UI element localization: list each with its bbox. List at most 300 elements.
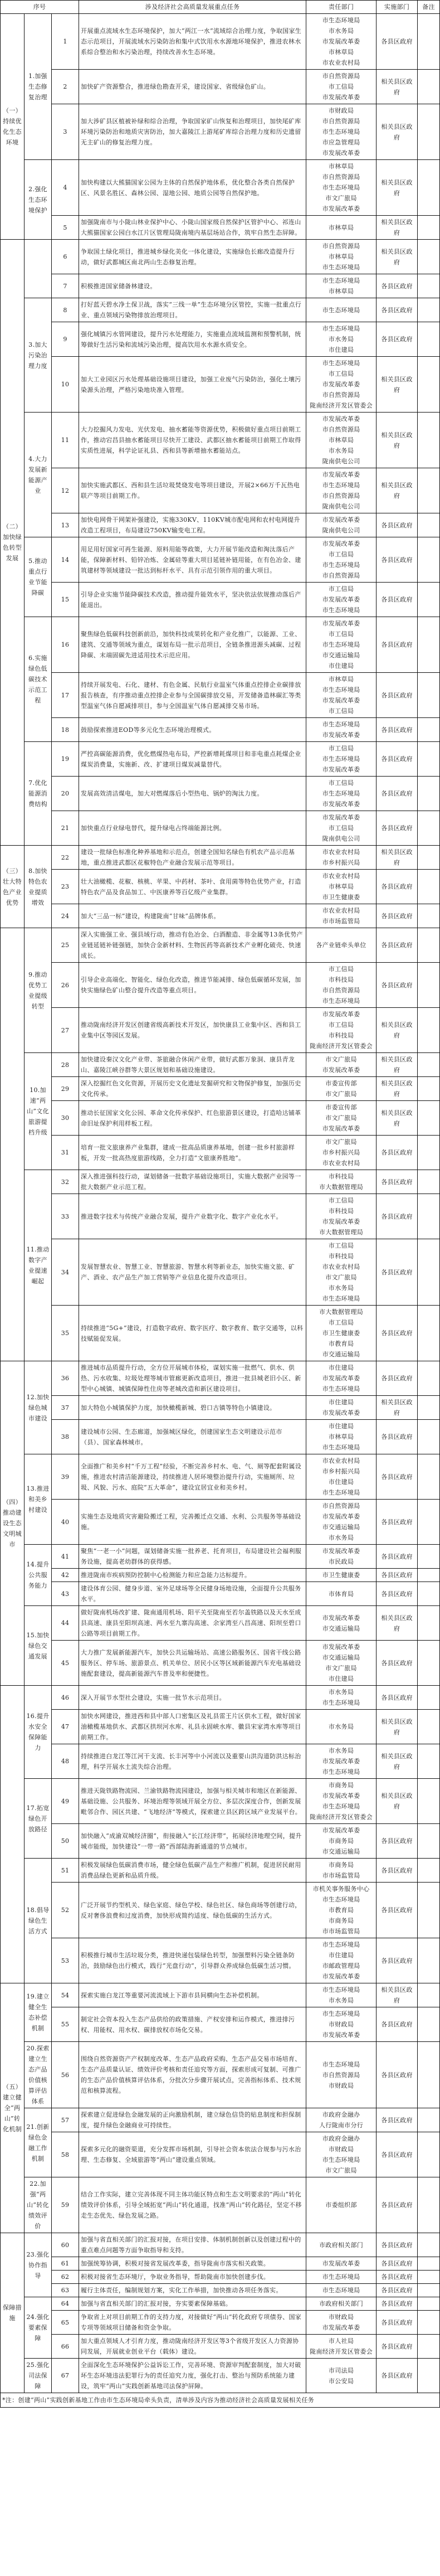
responsible-department: 市卫生健康委 xyxy=(322,894,360,901)
implementing-department: 各县区政府 xyxy=(377,513,418,537)
responsible-departments xyxy=(306,357,377,413)
responsible-department: 市政府相关部门 xyxy=(319,2241,364,2249)
responsible-departments xyxy=(306,1686,377,1710)
task-text: 大力挖掘风力发电、光伏发电、抽水蓄能等资源优势，积极做好重点项目前期工作，推动宕昌县抽水蓄能项目尽快开工建设、武都区抽水蓄能项目前期工作取得实质性进展，科学论证礼县、西和县等新增抽水蓄能站点。 xyxy=(79,413,306,468)
group-label: 6.实施绿色低碳技术示范工程 xyxy=(25,617,52,742)
responsible-departments xyxy=(306,583,377,617)
table-row xyxy=(1,274,440,298)
responsible-departments xyxy=(306,1454,377,1500)
implementing-department: 各县区政府 xyxy=(377,2335,418,2359)
table-row xyxy=(1,928,440,963)
task-text: 开展重点流域水生态环境保护，加大“两江一水”流域综合治理力度，争取国家生态示范项目，开展流域水污染防治和集中式饮用水水源地环境保护，推进农林水系综合整治和水污染治理，持续改善水生态环境。 xyxy=(79,14,306,70)
responsible-department: 市生态环境局 xyxy=(322,755,360,763)
responsible-department: 市生态环境局 xyxy=(322,264,360,271)
responsible-departments xyxy=(306,2108,377,2132)
responsible-departments xyxy=(306,1306,377,1361)
task-text: 推进陇南市疾病预防控制中心检测能力和应急能力达标提升。 xyxy=(79,1569,306,1582)
responsible-department: 市林草局 xyxy=(328,1433,354,1440)
responsible-department: 市生态环境局 xyxy=(322,607,360,614)
implementing-department: 各县区政府 xyxy=(377,1686,418,1710)
remarks-cell xyxy=(418,2284,440,2297)
task-number: 39 xyxy=(52,1454,79,1500)
responsible-department: 市自然资源局 xyxy=(322,987,360,994)
responsible-department: 市发展改革委 xyxy=(322,697,360,704)
responsible-departments xyxy=(306,2007,377,2042)
task-number: 56 xyxy=(52,2042,79,2108)
header-implementing: 实施部门 xyxy=(377,1,418,14)
table-row xyxy=(1,2177,440,2233)
responsible-departments xyxy=(306,1606,377,1641)
responsible-department: 陇南供电公司 xyxy=(322,503,360,510)
implementing-department: 各县区政府 xyxy=(377,617,418,673)
remarks-cell xyxy=(418,70,440,104)
responsible-department: 市生态环境局 xyxy=(322,686,360,693)
responsible-department: 市大数据管理局 xyxy=(319,1308,364,1316)
implementing-department: 各县区政府 xyxy=(377,1824,418,1859)
task-number: 66 xyxy=(52,2335,79,2359)
task-text: 加强与省直相关部门的汇报对接，夯实要素保障基础。 xyxy=(79,2297,306,2311)
task-text: 积极推进国家储备林建设。 xyxy=(79,274,306,298)
remarks-cell xyxy=(418,537,440,583)
remarks-cell xyxy=(418,1606,440,1641)
table-row xyxy=(1,2108,440,2132)
responsible-departments xyxy=(306,870,377,904)
task-number: 41 xyxy=(52,1545,79,1569)
task-text: 全面推广和美乡村“千万工程”经验，不断完善乡村水、电、气、厕等配套附属设施，推进农村清洁能源建设，持续推进人居环境整治提升行动，实施厕所、垃圾、风貌、污水、庭院“五大革命”，建设宜居宜业和美乡村。 xyxy=(79,1454,306,1500)
responsible-departments xyxy=(306,1008,377,1053)
responsible-department: 市生态环境局 xyxy=(322,2156,360,2163)
responsible-department: 市发展改革委 xyxy=(322,540,360,547)
responsible-department: 市农业农村局 xyxy=(322,1457,360,1464)
task-text: 做好陇南机场改扩建、陇南通用机场、阳平关至陇南至若尔盖铁路以及天水至成县高速、康县至阳坝高速、两水至九寨沟高速、余家湾至八昌高速、阳坝至碧口公路等项目前期工作。 xyxy=(79,1606,306,1641)
table-row xyxy=(1,1938,440,1983)
responsible-departments xyxy=(306,1077,377,1101)
responsible-departments xyxy=(306,1361,377,1396)
table-row xyxy=(1,617,440,673)
implementing-department: 相关县区政府 xyxy=(377,1710,418,1744)
responsible-department: 市机关事务服务中心 xyxy=(312,1885,370,1893)
task-number: 67 xyxy=(52,2359,79,2393)
table-row xyxy=(1,2311,440,2335)
implementing-department: 相关县区政府 xyxy=(377,846,418,870)
responsible-department: 市生态环境局 xyxy=(322,1489,360,1496)
group-label: 22.加强“两山”转化绩效评价 xyxy=(25,2177,52,2233)
responsible-department: 市科技局 xyxy=(328,1207,354,1215)
responsible-department: 市林草局 xyxy=(328,883,354,890)
task-text: 聚焦绿色低碳科技创新前沿，加快科技成果转化和产业化推广，以能源、工业、建筑、交通等领域为重点，谋划布局一批示范项目，全链条推进源头减碳、过程降碳、末端固碳先进适用技术示范应用。 xyxy=(79,617,306,673)
responsible-departments xyxy=(306,160,377,216)
responsible-department: 市发展改革委 xyxy=(322,1973,360,1980)
remarks-cell xyxy=(418,2042,440,2108)
table-row xyxy=(1,160,440,216)
task-number: 21 xyxy=(52,811,79,846)
table-row xyxy=(1,1170,440,1194)
responsible-department: 市农业农村局 xyxy=(322,1263,360,1270)
remarks-cell xyxy=(418,904,440,928)
implementing-department: 相关县区政府 xyxy=(377,216,418,240)
table-row xyxy=(1,298,440,322)
table-row xyxy=(1,2132,440,2177)
implementing-department: 各县区政府 xyxy=(377,1420,418,1454)
implementing-department: 各县区政府 xyxy=(377,2233,418,2257)
responsible-departments xyxy=(306,322,377,357)
task-number: 18 xyxy=(52,718,79,742)
responsible-department: 市自然资源局 xyxy=(322,72,360,80)
responsible-department: 市交通运输局 xyxy=(322,1624,360,1632)
responsible-department: 陇南经济开发区管委会 xyxy=(310,1042,373,1050)
task-text: 加快建设秦汉文化产业带、茶旅融合休闲产业带，做好武都万象洞、康县青龙山、嘉陵江峡谷群等大景区规划和基础设施建设。 xyxy=(79,1053,306,1077)
task-number: 52 xyxy=(52,1883,79,1938)
implementing-department: 各县区政府 xyxy=(377,2359,418,2393)
remarks-cell xyxy=(418,1582,440,1606)
responsible-department: 市生态环境局 xyxy=(322,128,360,135)
responsible-department: 市文广旅局 xyxy=(325,1665,357,1672)
responsible-department: 市生态环境局 xyxy=(322,1295,360,1302)
implementing-department: 各县区政府 xyxy=(377,2271,418,2284)
table-row xyxy=(1,1361,440,1396)
section-label: 保障措施 xyxy=(1,2233,25,2393)
remarks-cell xyxy=(418,2271,440,2284)
table-row xyxy=(1,104,440,160)
responsible-department: 市工信局 xyxy=(328,1242,354,1249)
responsible-department: 陇南经济开发区管委会 xyxy=(310,402,373,409)
implementing-department: 相关县区政府 xyxy=(377,1744,418,1779)
implementing-department: 相关县区政府 xyxy=(377,240,418,274)
task-number: 49 xyxy=(52,1779,79,1824)
table-row xyxy=(1,1710,440,1744)
responsible-department: 市生态环境局 xyxy=(322,1444,360,1451)
remarks-cell xyxy=(418,1824,440,1859)
responsible-department: 市商务局 xyxy=(328,1917,354,1924)
implementing-department: 各县区政府 xyxy=(377,2108,418,2132)
group-label: 14.提升公共服务能力 xyxy=(25,1545,52,1606)
task-text: 推进数字技术与传统产业融合发展，提升产业数字化、数字产业化水平。 xyxy=(79,1194,306,1239)
task-number: 50 xyxy=(52,1824,79,1859)
group-label: 11.推动数字产业提速崛起 xyxy=(25,1170,52,1361)
responsible-department: 市工信局 xyxy=(328,551,354,558)
responsible-departments xyxy=(306,904,377,928)
task-text: 引导企业实施节能降碳技术改造，推动提升能效水平，坚决依法依规推动落后产能退出。 xyxy=(79,583,306,617)
remarks-cell xyxy=(418,1859,440,1883)
remarks-cell xyxy=(418,298,440,322)
table-row xyxy=(1,1239,440,1306)
responsible-departments xyxy=(306,70,377,104)
implementing-department: 各县区政府 xyxy=(377,777,418,811)
remarks-cell xyxy=(418,1983,440,2007)
table-row xyxy=(1,1606,440,1641)
responsible-department: 市生态环境局 xyxy=(322,17,360,24)
remarks-cell xyxy=(418,846,440,870)
responsible-departments xyxy=(306,1641,377,1686)
implementing-department: 相关县区政府 xyxy=(377,160,418,216)
responsible-department: 市市场监管局 xyxy=(322,1928,360,1935)
task-text: 全面深化生态环境保护公益诉讼工作，完善环境、资源审判配套制度，加大对破坏生态环境违法犯罪行为的责任追究力度，强化打击、整治与预防系统能力建设，筑牢“两山”实践创新基地司法保护屏障。 xyxy=(79,2359,306,2393)
responsible-department: 市住建局 xyxy=(328,1675,354,1682)
remarks-cell xyxy=(418,1454,440,1500)
responsible-department: 市住建局 xyxy=(328,1478,354,1486)
responsible-department: 市文广旅局 xyxy=(325,1274,357,1281)
table-row xyxy=(1,1641,440,1686)
responsible-departments xyxy=(306,1239,377,1306)
task-number: 37 xyxy=(52,1396,79,1420)
task-text: 围绕自然资源资产产权制度改革、生态产品政府采购、生态产品交易市场培育、生态产品质量认证、绩效评价考核和责任追究等方面，探索形成可复制、可推广的生态产品价值核算评估体系，分批次分步骤开展试点，完善指标体系、技术规范和核算流程。 xyxy=(79,2042,306,2108)
group-label: 1.加强生态修复治理 xyxy=(25,14,52,160)
responsible-departments xyxy=(306,928,377,963)
implementing-department: 各县区政府 xyxy=(377,928,418,963)
responsible-department: 市工信局 xyxy=(328,370,354,377)
remarks-cell xyxy=(418,2007,440,2042)
responsible-department: 市发展改革委 xyxy=(322,1375,360,1382)
responsible-departments xyxy=(306,2132,377,2177)
remarks-cell xyxy=(418,240,440,274)
remarks-cell xyxy=(418,963,440,1008)
task-number: 6 xyxy=(52,240,79,274)
responsible-departments xyxy=(306,2257,377,2271)
remarks-cell xyxy=(418,1170,440,1194)
remarks-cell xyxy=(418,1136,440,1170)
responsible-departments xyxy=(306,413,377,468)
responsible-departments xyxy=(306,1170,377,1194)
remarks-cell xyxy=(418,160,440,216)
responsible-department: 市发展改革委 xyxy=(322,2031,360,2039)
task-text: 争取国土绿化项目，推进城乡绿化美化一体化建设，实施绿色长廊改造提升行动，做好武都城区南北两山生态修复治理。 xyxy=(79,240,306,274)
task-text: 建设一批绿色标准化种养基地和示范点，创建全国知名绿色有机农产品示范基地，重点推进武都区花椒特色产业融合发展示范等项目。 xyxy=(79,846,306,870)
responsible-departments xyxy=(306,1859,377,1883)
table-row xyxy=(1,1101,440,1136)
table-row xyxy=(1,846,440,870)
table-row xyxy=(1,537,440,583)
responsible-department: 市交通运输局 xyxy=(322,1848,360,1855)
header-responsible: 责任部门 xyxy=(306,1,377,14)
responsible-departments xyxy=(306,2335,377,2359)
responsible-department: 市住建局 xyxy=(328,1364,354,1371)
implementing-department: 各县区政府 xyxy=(377,2007,418,2042)
implementing-department: 各县区政府 xyxy=(377,1194,418,1239)
task-text: 加大重点领域人才引育力度，推动陇南经济开发区等3个省级开发区人力资源协同发展，开展就业创业平台（载体）建设。 xyxy=(79,2335,306,2359)
responsible-departments xyxy=(306,963,377,1008)
task-number: 54 xyxy=(52,1983,79,2007)
task-number: 14 xyxy=(52,537,79,583)
implementing-department: 各县区政府 xyxy=(377,322,418,357)
section-label xyxy=(1,928,25,1361)
task-number: 4 xyxy=(52,160,79,216)
task-number: 24 xyxy=(52,904,79,928)
table-row xyxy=(1,1500,440,1545)
remarks-cell xyxy=(418,2359,440,2393)
table-row xyxy=(1,357,440,413)
responsible-department: 市生态环境局 xyxy=(322,997,360,1005)
implementing-department: 各县区政府 xyxy=(377,870,418,904)
responsible-department: 市水务局 xyxy=(328,1534,354,1541)
task-number: 32 xyxy=(52,1170,79,1194)
implementing-department: 各县区政府 xyxy=(377,537,418,583)
responsible-department: 市农业农村局 xyxy=(322,848,360,856)
remarks-cell xyxy=(418,742,440,777)
responsible-department: 市工信局 xyxy=(328,83,354,90)
task-number: 48 xyxy=(52,1744,79,1779)
responsible-department: 市工信局 xyxy=(328,1021,354,1029)
implementing-department: 相关县区政府 xyxy=(377,104,418,160)
responsible-departments xyxy=(306,1420,377,1454)
responsible-departments xyxy=(306,1194,377,1239)
task-number: 7 xyxy=(52,274,79,298)
remarks-cell xyxy=(418,1194,440,1239)
table-body xyxy=(1,14,440,2393)
group-label: 2.强化生态环境保护 xyxy=(25,160,52,240)
task-text: 深入开展节水型社会建设，实施一批节水示范项目。 xyxy=(79,1686,306,1710)
task-text: 引导企业高端化、智能化、绿色化改造，推进节能减排、绿色低碳循环发展，加快实施绿色矿山整合提升改造等重点项目。 xyxy=(79,963,306,1008)
task-number: 26 xyxy=(52,963,79,1008)
remarks-cell xyxy=(418,2311,440,2335)
table-row xyxy=(1,811,440,846)
task-number: 47 xyxy=(52,1710,79,1744)
task-number: 59 xyxy=(52,2177,79,2233)
responsible-department: 市发展改革委 xyxy=(322,1614,360,1622)
section-label: （一）持续优化生态环境 xyxy=(1,14,25,240)
remarks-cell xyxy=(418,2297,440,2311)
responsible-department: 各产业链牵头单位 xyxy=(316,942,366,949)
implementing-department: 各县区政府 xyxy=(377,1938,418,1983)
responsible-departments xyxy=(306,240,377,274)
implementing-department: 各县区政府 xyxy=(377,1306,418,1361)
responsible-department: 市生态环境局 xyxy=(322,1699,360,1706)
responsible-department: 市商务局 xyxy=(328,1861,354,1869)
implementing-department: 各县区政府 xyxy=(377,718,418,742)
responsible-department: 市生态环境局 xyxy=(322,277,360,284)
implementing-department: 相关县区政府 xyxy=(377,413,418,468)
responsible-department: 市自然资源局 xyxy=(322,391,360,399)
remarks-cell xyxy=(418,811,440,846)
group-label: 8.加快特色农业提质增效 xyxy=(25,846,52,928)
table-row xyxy=(1,583,440,617)
implementing-department: 各县区政府 xyxy=(377,14,418,70)
responsible-department: 人行陇南市分行 xyxy=(319,2122,364,2129)
implementing-department: 各县区政府 xyxy=(377,742,418,777)
responsible-department: 市自然资源局 xyxy=(322,242,360,250)
implementing-department: 相关县区政府 xyxy=(377,1101,418,1136)
remarks-cell xyxy=(418,14,440,70)
responsible-departments xyxy=(306,1983,377,2007)
remarks-cell xyxy=(418,357,440,413)
task-text: 深入推进强科技行动，谋划储备一批数字基础设施项目，实施大数据产业园等一批大数据产业示范工程。 xyxy=(79,1170,306,1194)
responsible-department: 市发展改革委 xyxy=(322,766,360,773)
table-row xyxy=(1,1077,440,1101)
responsible-department: 市发展改革委 xyxy=(322,1125,360,1132)
responsible-department: 市生态环境局 xyxy=(322,306,360,314)
remarks-cell xyxy=(418,1101,440,1136)
responsible-department: 市交通运输局 xyxy=(322,1524,360,1531)
task-text: 强化城镇污水管网建设，提升污水处理能力，实施重点流域监测和预警机制，统筹做好生活污染和流域污染治理，提高饮用水水源水质安全。 xyxy=(79,322,306,357)
implementing-department: 各县区政府 xyxy=(377,2311,418,2335)
table-row xyxy=(1,1396,440,1420)
table-row xyxy=(1,1420,440,1454)
implementing-department: 各县区政府 xyxy=(377,1859,418,1883)
task-number: 25 xyxy=(52,928,79,963)
task-text: 建设城市公园、生态廊道，加强城区绿化，创建国家生态文明建设示范市（县）、国家森林城市。 xyxy=(79,1420,306,1454)
responsible-departments xyxy=(306,1710,377,1744)
remarks-cell xyxy=(418,322,440,357)
implementing-department: 各县区政府 xyxy=(377,811,418,846)
implementing-department: 相关县区政府 xyxy=(377,357,418,413)
table-row xyxy=(1,2335,440,2359)
task-number: 12 xyxy=(52,468,79,513)
section-label: （二）加快绿色转型发展 xyxy=(1,240,25,846)
responsible-department: 市住建局 xyxy=(328,346,354,353)
task-number: 8 xyxy=(52,298,79,322)
responsible-department: 市科技局 xyxy=(328,1032,354,1039)
remarks-cell xyxy=(418,1641,440,1686)
footnote: *注：创建“两山”实践创新基地工作由市生态环境局牵头负责，清单涉及内容为推动经济社会高质量发展相关任务 xyxy=(1,2393,440,2408)
responsible-department: 市政府金融办 xyxy=(322,2135,360,2142)
task-number: 19 xyxy=(52,742,79,777)
task-text: 加大涉矿县区植被补绿和综合治理，争取国家矿山恢复和治理项目，加快尾矿库环境污染防治和地质灾害防治，加大嘉陵江上游尾矿库综合治理力度和历史遗留无主矿山的修复治理力度。 xyxy=(79,104,306,160)
implementing-department: 各县区政府 xyxy=(377,1500,418,1545)
responsible-department: 市生态环境局 xyxy=(322,2010,360,2017)
responsible-department: 市交通运输局 xyxy=(322,1654,360,1661)
task-number: 35 xyxy=(52,1306,79,1361)
table-row xyxy=(1,2257,440,2271)
task-number: 57 xyxy=(52,2108,79,2132)
task-number: 36 xyxy=(52,1361,79,1396)
task-text: 实施生态及地质灾害避险搬迁工程，完善搬迁点交通、水利、公共服务等基础设施。 xyxy=(79,1500,306,1545)
responsible-department: 市发展改革委 xyxy=(322,516,360,523)
remarks-cell xyxy=(418,413,440,468)
task-number: 11 xyxy=(52,413,79,468)
responsible-department: 市财政局 xyxy=(328,2021,354,2028)
implementing-department: 相关县区政府 xyxy=(377,1606,418,1641)
responsible-department: 市住建局 xyxy=(328,1952,354,1959)
task-text: 培育一批文旅康养产业集群，建成一批高品质康养基地，创建一批乡村旅游样板，开发一批高热度旅游线路，全力打造“文旅康养胜地”。 xyxy=(79,1136,306,1170)
group-label: 20.探索建立生态产品价值核算评估体系 xyxy=(25,2042,52,2108)
remarks-cell xyxy=(418,468,440,513)
group-label: 24.强化要素保障 xyxy=(25,2297,52,2359)
table-row xyxy=(1,1983,440,2007)
task-number: 17 xyxy=(52,673,79,718)
task-number: 1 xyxy=(52,14,79,70)
responsible-department: 市科技局 xyxy=(328,1253,354,1260)
task-text: 积极对接省生态环境厅，争取业务指导，帮助陇南市加快创建步伐。 xyxy=(79,2271,306,2284)
task-text: 加快实施武都区、西和县生活垃圾焚烧发电等项目建设，开展2×66万千瓦热电联产等项目前期工作。 xyxy=(79,468,306,513)
task-text: 积极推行城市生活垃圾分类，推进快递包装绿色转型，加强塑料污染全链条防治，鼓励绿色出行模式，践行“光盘行动”，引导群众养成绿色低碳生活习惯。 xyxy=(79,1938,306,1983)
implementing-department: 各县区政府 xyxy=(377,2042,418,2108)
responsible-department: 市水务局 xyxy=(328,447,354,454)
responsible-departments xyxy=(306,1396,377,1420)
responsible-department: 市政府金融办 xyxy=(322,2111,360,2118)
task-text: 推进城市品质提升行动，全方位开展城市体检，谋划实施一批燃气、供水、供热、污水收集、垃圾处理等城市管廊更新改造项目，推进一批县城老旧小区、新型中心城镇、城镇保障性住房等老城改造和新区建设项目。 xyxy=(79,1361,306,1396)
task-text: 广泛开展节约型机关、绿色家庭、绿色学校、绿色社区、绿色商场等创建行动，反对奢侈浪费和过度消费，加快形成简约适度、绿色低碳的生活方式。 xyxy=(79,1883,306,1938)
task-text: 探索实施白龙江等重要河流流域上下游市县间横向生态补偿机制。 xyxy=(79,1983,306,2007)
remarks-cell xyxy=(418,1008,440,1053)
responsible-department: 市林草局 xyxy=(328,676,354,683)
task-number: 62 xyxy=(52,2271,79,2284)
responsible-department: 市财政局 xyxy=(328,107,354,114)
responsible-department: 陇南供电公司 xyxy=(322,835,360,842)
table-row xyxy=(1,1194,440,1239)
responsible-departments xyxy=(306,742,377,777)
table-row xyxy=(1,1454,440,1500)
responsible-department: 市司法局 xyxy=(328,2366,354,2374)
responsible-department: 市科技局 xyxy=(328,976,354,983)
responsible-department: 市体育局 xyxy=(328,1590,354,1598)
task-number: 13 xyxy=(52,513,79,537)
task-number: 40 xyxy=(52,1500,79,1545)
responsible-departments xyxy=(306,2233,377,2257)
remarks-cell xyxy=(418,513,440,537)
group-label: 12.加快绿色城市建设 xyxy=(25,1361,52,1454)
responsible-department: 市财政局 xyxy=(328,2082,354,2089)
task-text: 持续推进“5G+”建设，打造数字政府、数字医疗、数字教育、数字交通等，以科技赋能促发展。 xyxy=(79,1306,306,1361)
responsible-department: 市水务局 xyxy=(328,336,354,343)
